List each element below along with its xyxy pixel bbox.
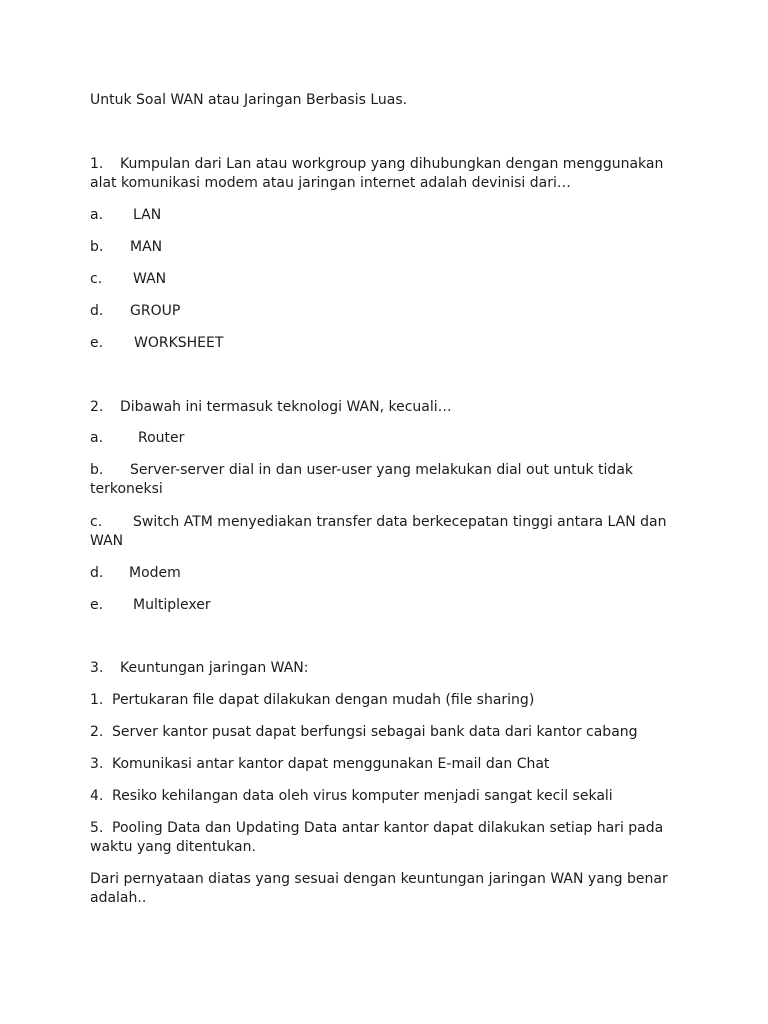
question-1-text: Kumpulan dari Lan atau workgroup yang dihubungkan dengan menggunakan alat komunikasi modem atau jaringan internet adalah devinisi dari… [90,156,664,191]
question-3 [90,659,309,678]
q2-option-d [90,564,181,583]
statement-text: Server kantor pusat dapat berfungsi sebagai bank data dari kantor cabang [112,724,638,740]
option-text: LAN [133,207,162,223]
document-header: Untuk Soal WAN atau Jaringan Berbasis Luas. [90,92,408,108]
q2-option-b [90,461,670,499]
option-text: Router [138,430,185,446]
option-label: b. [90,462,104,478]
option-text: GROUP [130,303,181,319]
q1-option-b [90,238,162,257]
statement-text: Pertukaran file dapat dilakukan dengan mudah (file sharing) [112,692,535,708]
question-2-text: Dibawah ini termasuk teknologi WAN, kecuali… [120,399,452,415]
option-label: e. [90,335,104,351]
statement-label: 1. [90,692,104,708]
q3-statement-4 [90,787,613,806]
q3-statement-5 [90,819,670,857]
option-label: c. [90,514,103,530]
q1-option-c [90,270,166,289]
option-label: a. [90,430,104,446]
q1-option-e [90,334,223,353]
question-3-text: Keuntungan jaringan WAN: [120,660,309,676]
statement-label: 5. [90,820,104,836]
q3-statement-3 [90,755,549,774]
option-label: e. [90,597,104,613]
option-label: d. [90,565,104,581]
option-text: WORKSHEET [134,335,224,351]
option-label: b. [90,239,104,255]
option-text: Modem [129,565,181,581]
statement-text: Resiko kehilangan data oleh virus komputer menjadi sangat kecil sekali [112,788,613,804]
question-1-number: 1. [90,156,104,172]
option-label: d. [90,303,104,319]
option-text: Server-server dial in dan user-user yang melakukan dial out untuk tidak terkoneksi [90,462,634,497]
statement-label: 4. [90,788,104,804]
question-3-number: 3. [90,660,104,676]
statement-text: Pooling Data dan Updating Data antar kantor dapat dilakukan setiap hari pada waktu yang ditentukan. [90,820,664,855]
option-text: Multiplexer [133,597,211,613]
option-text: WAN [133,271,167,287]
option-text: MAN [130,239,163,255]
option-text: Switch ATM menyediakan transfer data berkecepatan tinggi antara LAN dan WAN [90,514,667,549]
statement-label: 3. [90,756,104,772]
q3-statement-1 [90,691,534,710]
q1-option-d [90,302,180,321]
q2-option-e [90,596,211,615]
question-2-number: 2. [90,399,104,415]
question-1 [90,155,670,193]
q2-option-a [90,429,184,448]
question-3-closing: Dari pernyataan diatas yang sesuai dengan keuntungan jaringan WAN yang benar adalah.. [90,871,668,906]
q1-option-a [90,206,161,225]
option-label: a. [90,207,104,223]
q2-option-c [90,513,670,551]
statement-label: 2. [90,724,104,740]
question-2 [90,398,452,417]
q3-statement-2 [90,723,638,742]
statement-text: Komunikasi antar kantor dapat menggunakan E-mail dan Chat [112,756,550,772]
option-label: c. [90,271,103,287]
